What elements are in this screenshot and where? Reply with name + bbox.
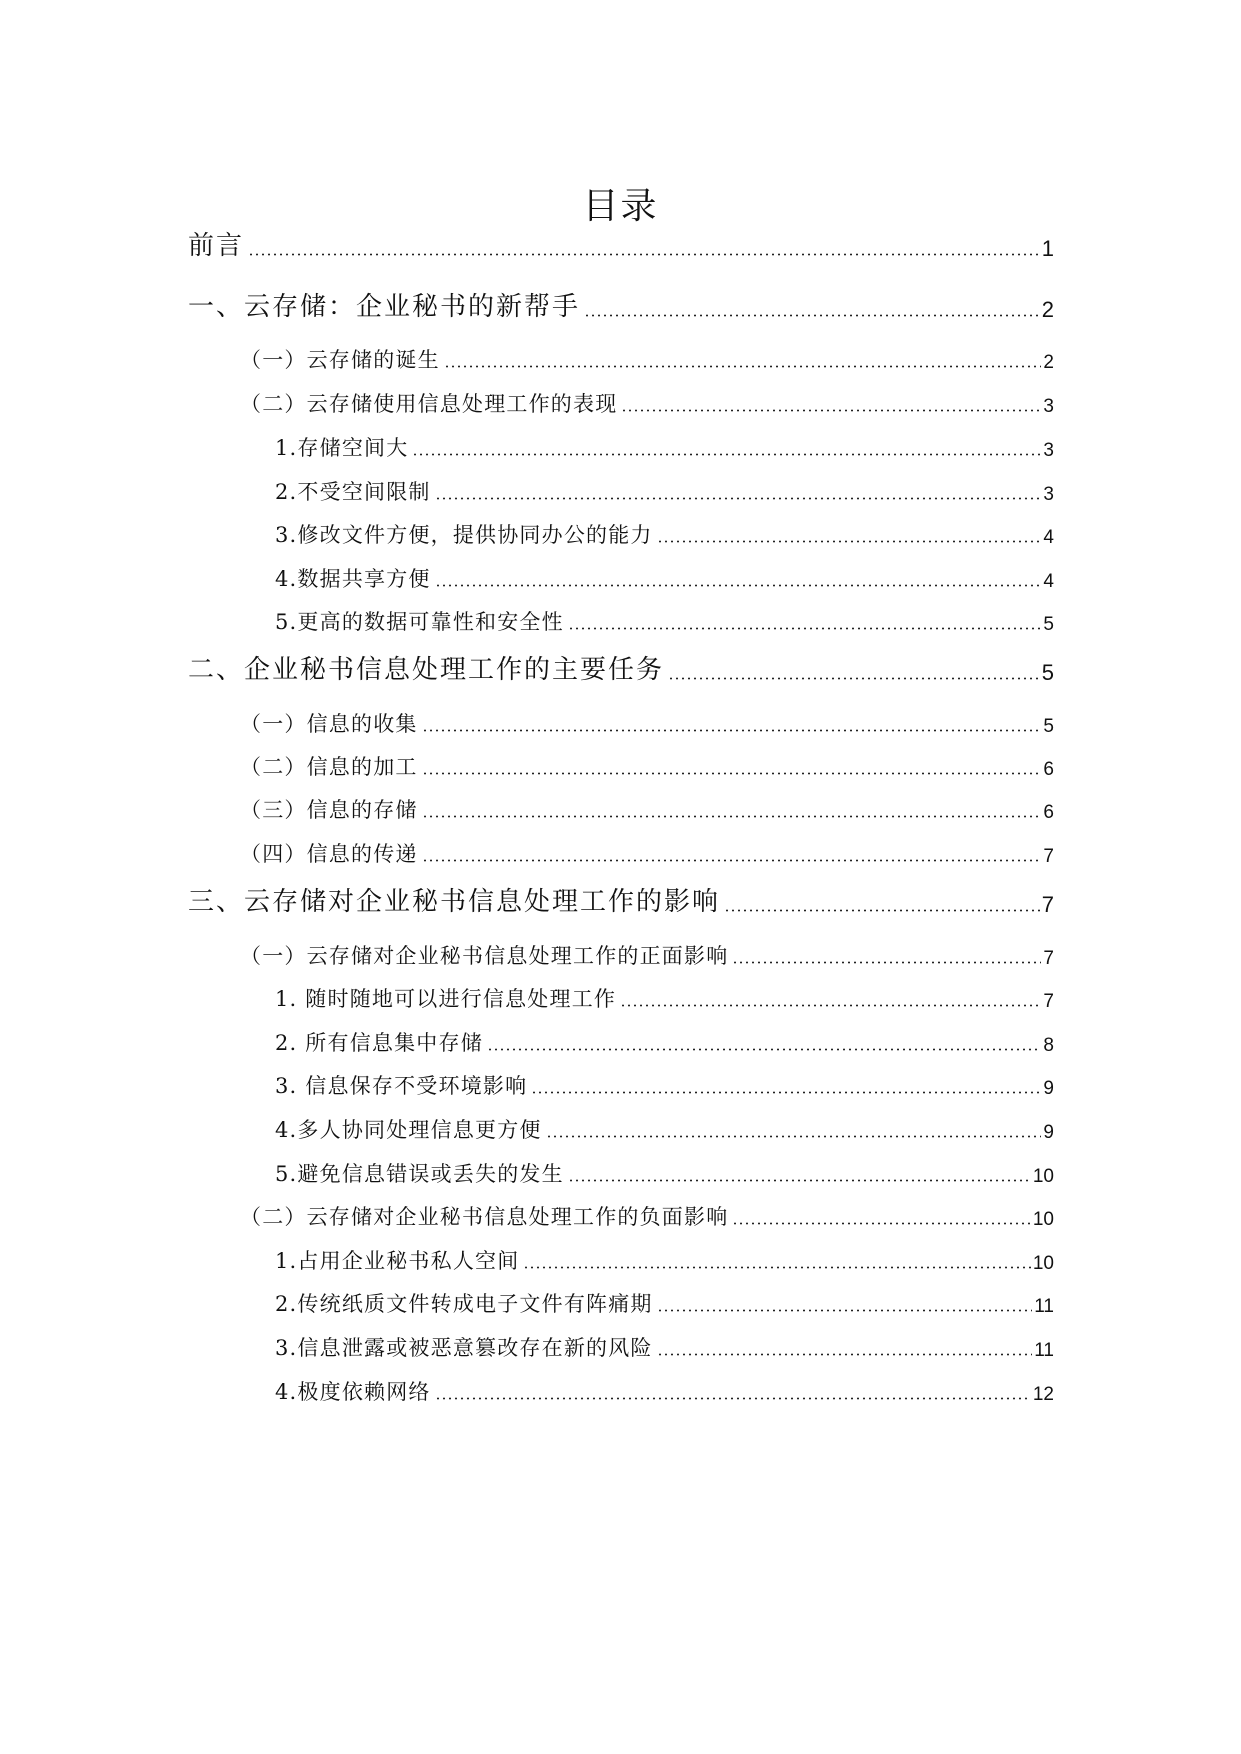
dot-leader (584, 291, 1040, 317)
toc-entry-page: 1 (1041, 236, 1054, 261)
toc-entry[interactable] (240, 936, 1054, 970)
dot-leader (732, 1204, 1030, 1225)
toc-entry-label: （四）信息的传递 (240, 842, 418, 866)
dot-leader (657, 1291, 1033, 1312)
toc-entry-label: （二）云存储对企业秘书信息处理工作的负面影响 (240, 1205, 729, 1229)
toc-entry-label: 三、云存储对企业秘书信息处理工作的影响 (188, 887, 721, 917)
dot-leader (568, 609, 1042, 630)
toc-entry-label: 3.修改文件方便，提供协同办公的能力 (275, 523, 653, 547)
dot-leader (523, 1248, 1030, 1269)
toc-entry[interactable] (275, 1372, 1054, 1406)
toc-title: 目录 (582, 186, 659, 227)
toc-entry[interactable] (275, 1110, 1054, 1144)
toc-entry-label: （三）信息的存储 (240, 798, 418, 822)
toc-entry[interactable] (275, 1066, 1054, 1100)
dot-leader (657, 522, 1042, 543)
dot-leader (487, 1030, 1042, 1051)
toc-entry-page: 3 (1043, 440, 1054, 461)
toc-entry-page: 5 (1043, 614, 1054, 635)
toc-entry[interactable] (275, 559, 1054, 593)
dot-leader (248, 230, 1040, 256)
toc-entry-label: 4.数据共享方便 (275, 567, 431, 591)
dot-leader (435, 1379, 1031, 1400)
toc-entry-page: 11 (1034, 1340, 1054, 1361)
toc-entry[interactable] (275, 1154, 1054, 1188)
toc-entry-label: 5.避免信息错误或丢失的发生 (275, 1162, 564, 1186)
toc-entry-label: （二）信息的加工 (240, 755, 418, 779)
toc-entry[interactable] (275, 472, 1054, 506)
toc-entry-label: 2. 所有信息集中存储 (275, 1031, 483, 1055)
toc-entry-label: 1. 随时随地可以进行信息处理工作 (275, 987, 617, 1011)
toc-entry-page: 2 (1043, 352, 1054, 373)
dot-leader (668, 654, 1040, 680)
toc-entry-label: 5.更高的数据可靠性和安全性 (275, 610, 564, 634)
toc-entry-page: 3 (1043, 484, 1054, 505)
toc-entry[interactable] (240, 340, 1054, 374)
toc-entry-page: 9 (1043, 1078, 1054, 1099)
toc-entry[interactable] (188, 283, 1054, 323)
toc-entry-page: 11 (1034, 1296, 1054, 1317)
toc-entry[interactable] (240, 790, 1054, 824)
toc-entry[interactable] (275, 979, 1054, 1013)
toc-entry-label: 3.信息泄露或被恶意篡改存在新的风险 (275, 1336, 653, 1360)
dot-leader (422, 754, 1042, 775)
toc-entry[interactable] (275, 1328, 1054, 1362)
dot-leader (444, 347, 1042, 368)
toc-entry-page: 9 (1043, 1122, 1054, 1143)
toc-entry-label: （一）云存储的诞生 (240, 348, 440, 372)
toc-entry[interactable] (240, 1197, 1054, 1231)
toc-entry[interactable] (188, 646, 1054, 686)
toc-entry-page: 2 (1041, 297, 1054, 322)
toc-entry-page: 7 (1043, 948, 1054, 969)
toc-entry-page: 10 (1032, 1253, 1054, 1274)
dot-leader (422, 841, 1042, 862)
toc-entry-page: 6 (1043, 759, 1054, 780)
dot-leader (620, 986, 1041, 1007)
toc-entry[interactable] (275, 1241, 1054, 1275)
dot-leader (412, 435, 1041, 456)
toc-entry-label: （一）信息的收集 (240, 712, 418, 736)
toc-entry-page: 4 (1043, 571, 1054, 592)
dot-leader (724, 886, 1040, 912)
toc-entry-label: 2.不受空间限制 (275, 480, 431, 504)
toc-entry[interactable] (188, 878, 1054, 918)
toc-entry-page: 6 (1043, 802, 1054, 823)
toc-entry-label: 1.占用企业秘书私人空间 (275, 1249, 520, 1273)
toc-entry-label: （一）云存储对企业秘书信息处理工作的正面影响 (240, 944, 729, 968)
toc-entry-label: 3. 信息保存不受环境影响 (275, 1074, 528, 1098)
toc-entry-page: 12 (1032, 1384, 1054, 1405)
dot-leader (531, 1073, 1041, 1094)
toc-entry-page: 10 (1032, 1209, 1054, 1230)
toc-entry[interactable] (275, 1023, 1054, 1057)
toc-entry[interactable] (240, 834, 1054, 868)
toc-entry-label: 二、企业秘书信息处理工作的主要任务 (188, 655, 665, 685)
toc-entry[interactable] (240, 747, 1054, 781)
toc-entry-label: 4.多人协同处理信息更方便 (275, 1118, 542, 1142)
toc-entry-label: （二）云存储使用信息处理工作的表现 (240, 392, 618, 416)
toc-entry-label: 2.传统纸质文件转成电子文件有阵痛期 (275, 1292, 653, 1316)
dot-leader (435, 479, 1042, 500)
toc-entry-label: 1.存储空间大 (275, 436, 409, 460)
toc-entry[interactable] (275, 602, 1054, 636)
toc-entry-page: 5 (1043, 716, 1054, 737)
toc-entry-label: 一、云存储：企业秘书的新帮手 (188, 292, 581, 322)
dot-leader (621, 391, 1041, 412)
toc-entry[interactable] (275, 1284, 1054, 1318)
toc-entry-page: 10 (1032, 1166, 1054, 1187)
toc-entry[interactable] (240, 384, 1054, 418)
dot-leader (546, 1117, 1042, 1138)
toc-entry-page: 5 (1041, 660, 1054, 685)
dot-leader (422, 797, 1042, 818)
toc-entry-label: 4.极度依赖网络 (275, 1380, 431, 1404)
toc-entry[interactable] (240, 704, 1054, 738)
dot-leader (568, 1161, 1031, 1182)
toc-entry[interactable] (188, 222, 1054, 262)
toc-entry-page: 7 (1043, 846, 1054, 867)
toc-entry-page: 8 (1043, 1035, 1054, 1056)
toc-entry-page: 3 (1043, 396, 1054, 417)
toc-entry-label: 前言 (188, 231, 245, 261)
dot-leader (657, 1335, 1033, 1356)
dot-leader (732, 943, 1041, 964)
dot-leader (435, 566, 1042, 587)
toc-entry-page: 7 (1043, 991, 1054, 1012)
toc-entry-page: 4 (1043, 527, 1054, 548)
dot-leader (422, 711, 1042, 732)
toc-entry-page: 7 (1041, 892, 1054, 917)
toc-entry[interactable] (275, 428, 1054, 462)
toc-entry[interactable] (275, 515, 1054, 549)
